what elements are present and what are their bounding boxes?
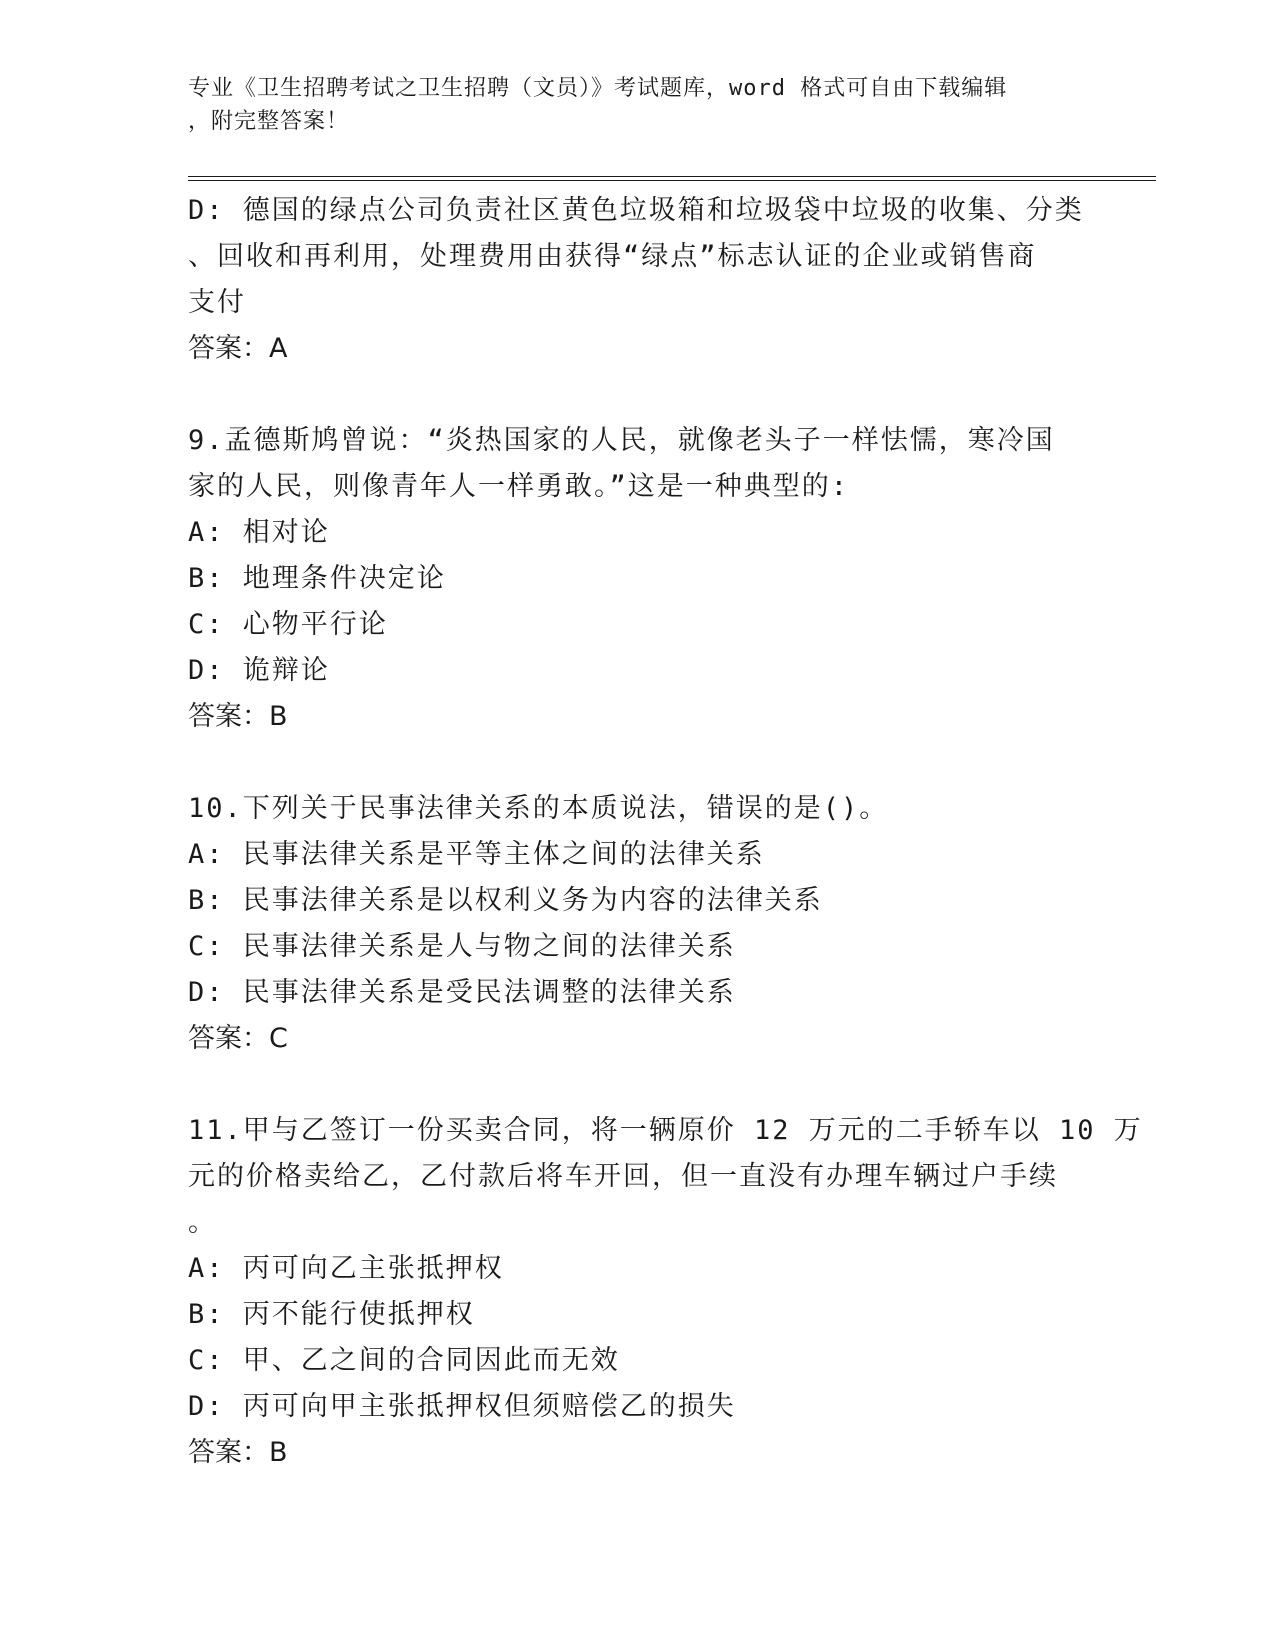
header-divider [188, 176, 1156, 181]
question-11-option-d: D: 丙可向甲主张抵押权但须赔偿乙的损失 [188, 1391, 736, 1422]
question-11-option-b: B: 丙不能行使抵押权 [188, 1299, 475, 1330]
question-8-option-d-line-1: D: 德国的绿点公司负责社区黄色垃圾箱和垃圾袋中垃圾的收集、分类 [188, 195, 1084, 226]
question-11-answer: 答案：B [188, 1437, 288, 1468]
question-8 [188, 188, 1088, 372]
question-8-answer: 答案：A [188, 333, 288, 364]
question-11-stem-line-3: 。 [188, 1207, 217, 1238]
question-9-option-a: A: 相对论 [188, 517, 330, 548]
question-10-stem: 10.下列关于民事法律关系的本质说法，错误的是()。 [188, 793, 889, 824]
question-10-option-c: C: 民事法律关系是人与物之间的法律关系 [188, 931, 736, 962]
question-11-stem-line-1: 11.甲与乙签订一份买卖合同，将一辆原价 12 万元的二手轿车以 10 万 [188, 1115, 1143, 1146]
header-line-1: 专业《卫生招聘考试之卫生招聘（文员）》考试题库，word 格式可自由下载编辑 [188, 76, 1008, 101]
question-9-option-c: C: 心物平行论 [188, 609, 388, 640]
question-11-option-a: A: 丙可向乙主张抵押权 [188, 1253, 504, 1284]
question-9-stem-line-2: 家的人民，则像青年人一样勇敢。”这是一种典型的: [188, 471, 850, 502]
question-10-option-a: A: 民事法律关系是平等主体之间的法律关系 [188, 839, 765, 870]
question-11 [188, 1108, 1143, 1476]
question-9-stem-line-1: 9.孟德斯鸠曾说：“炎热国家的人民，就像老头子一样怯懦，寒冷国 [188, 425, 1055, 456]
question-10-answer: 答案：C [188, 1023, 288, 1054]
question-list [188, 188, 1143, 1476]
question-10-option-d: D: 民事法律关系是受民法调整的法律关系 [188, 977, 736, 1008]
question-10-option-b: B: 民事法律关系是以权利义务为内容的法律关系 [188, 885, 823, 916]
question-11-option-c: C: 甲、乙之间的合同因此而无效 [188, 1345, 620, 1376]
document-header [188, 72, 1088, 138]
spacer [188, 740, 1088, 786]
spacer [188, 1062, 1088, 1108]
question-9-option-d: D: 诡辩论 [188, 655, 330, 686]
question-11-stem-line-2: 元的价格卖给乙，乙付款后将车开回，但一直没有办理车辆过户手续 [188, 1161, 1058, 1192]
question-8-option-d-line-2: 、回收和再利用，处理费用由获得“绿点”标志认证的企业或销售商 [188, 241, 1037, 272]
spacer [188, 372, 1088, 418]
header-line-2: ，附完整答案！ [188, 109, 350, 134]
question-9-option-b: B: 地理条件决定论 [188, 563, 446, 594]
question-9 [188, 418, 1088, 740]
question-10 [188, 786, 1088, 1062]
question-8-option-d-line-3: 支付 [188, 287, 246, 318]
question-9-answer: 答案：B [188, 701, 288, 732]
